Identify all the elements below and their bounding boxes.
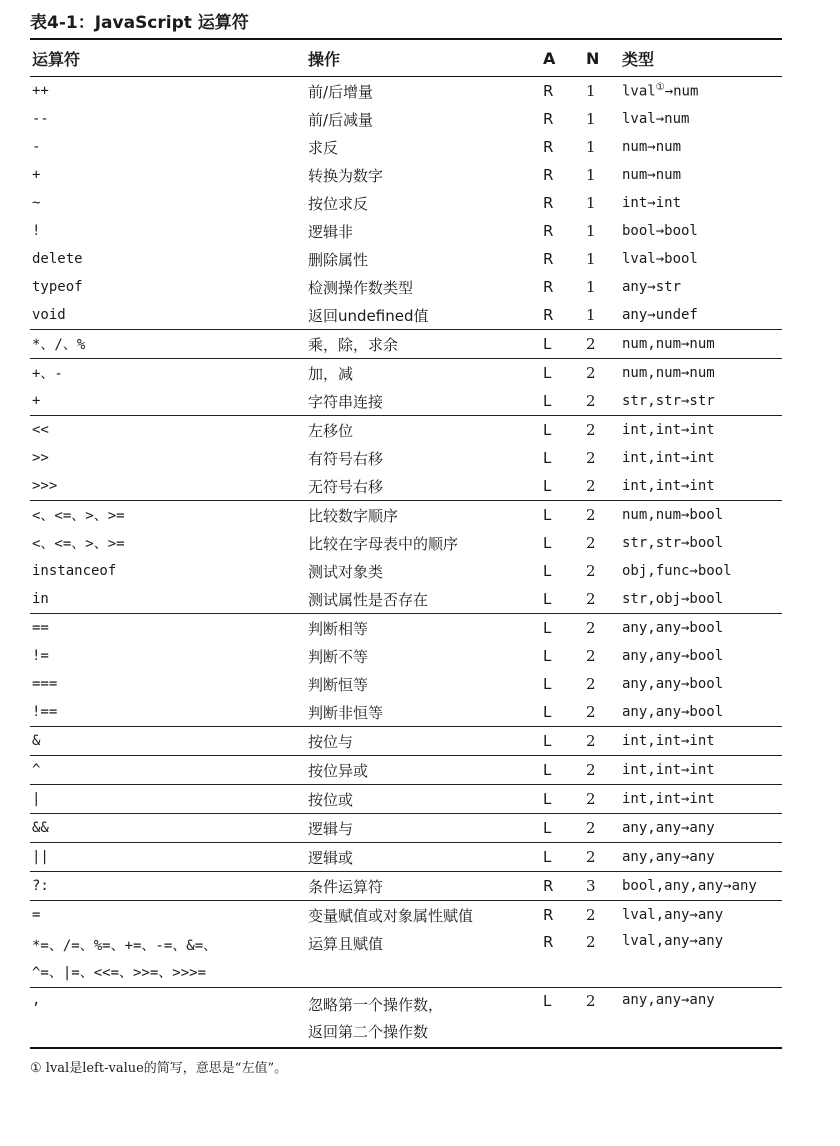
type-text: any,any→any [622,820,715,836]
table-row [30,642,782,670]
type-text: any,any→bool [622,648,724,664]
table-row [30,273,782,301]
operand-count-cell: 2 [586,819,596,837]
table-bottom-rule [30,1047,782,1049]
associativity-cell: L [543,619,552,637]
associativity-cell: L [543,790,552,808]
type-cell [622,620,782,636]
operator-cell: ?: [32,878,49,894]
type-cell [622,279,782,295]
operators-table [30,38,782,1076]
operation-cell: 字符串连接 [308,392,384,411]
type-text: lval,any→any [622,933,724,949]
associativity-cell: L [543,590,552,608]
operation-line: 忽略第一个操作数， [308,996,444,1014]
type-cell [622,791,782,807]
associativity-cell: L [543,675,552,693]
operator-cell: >> [32,450,49,466]
operator-cell: && [32,820,49,836]
operator-line: *=、/=、%=、+=、-=、&=、 [32,938,218,954]
operator-cell: delete [32,251,83,267]
table-row [30,387,782,415]
table-row [30,726,782,755]
type-text: num,num→num [622,336,715,352]
type-cell [622,591,782,607]
operator-cell: <、<=、>、>= [32,508,125,524]
table-row [30,217,782,245]
operator-cell: != [32,648,49,664]
table-row [30,77,782,105]
table-header [30,40,782,77]
operation-cell: 无符号右移 [308,477,384,496]
associativity-cell: R [543,306,554,324]
type-text: any→undef [622,307,698,323]
type-cell [622,535,782,551]
operator-cell: -- [32,111,49,127]
operand-count-cell: 3 [586,877,596,895]
type-text: int,int→int [622,450,715,466]
type-text: any,any→bool [622,676,724,692]
table-body [30,77,782,1045]
operand-count-cell: 2 [586,933,596,951]
operator-cell: ^ [32,762,41,778]
operand-count-cell: 1 [586,194,596,212]
operation-cell: 左移位 [308,421,354,440]
operand-count-cell: 1 [586,166,596,184]
table-row [30,358,782,387]
operation-cell: 运算且赋值 [308,935,384,953]
table-row [30,245,782,273]
type-cell [622,422,782,438]
header-type: 类型 [622,49,655,69]
associativity-cell: L [543,506,552,524]
operand-count-cell: 2 [586,392,596,410]
operator-cell: >>> [32,478,58,494]
operation-cell [308,992,543,1046]
table-row [30,670,782,698]
type-cell [622,676,782,692]
operation-cell: 逻辑非 [308,222,354,241]
table-row [30,161,782,189]
operand-count-cell: 1 [586,110,596,128]
operand-count-cell: 2 [586,761,596,779]
table-row [30,755,782,784]
type-cell [622,82,782,100]
associativity-cell: L [543,819,552,837]
associativity-cell: R [543,278,554,296]
operand-count-cell: 2 [586,477,596,495]
header-operation: 操作 [308,49,341,69]
operand-count-cell: 2 [586,534,596,552]
type-text: any,any→bool [622,620,724,636]
operation-cell: 删除属性 [308,250,369,269]
operand-count-cell: 2 [586,506,596,524]
operand-count-cell: 2 [586,992,596,1010]
footnote: ① lval是left-value的简写，意思是“左值”。 [30,1061,288,1076]
type-cell [622,223,782,239]
operation-cell: 加，减 [308,364,354,383]
operator-cell: *、/、% [32,337,86,353]
type-text: lval→num [622,111,690,127]
operand-count-cell: 2 [586,590,596,608]
operator-cell: !== [32,704,58,720]
table-title: 表4-1：JavaScript 运算符 [30,13,249,33]
operator-cell: - [32,139,41,155]
operation-cell: 比较数字顺序 [308,506,399,525]
type-cell [622,365,782,381]
type-text: num→num [622,167,682,183]
operator-cell: <、<=、>、>= [32,536,125,552]
operator-cell: +、- [32,366,63,382]
associativity-cell: L [543,732,552,750]
operator-cell: | [32,791,41,807]
associativity-cell: L [543,703,552,721]
associativity-cell: R [543,222,554,240]
operator-cell: = [32,907,41,923]
associativity-cell: L [543,335,552,353]
type-text: str,obj→bool [622,591,724,607]
operator-line: ^=、|=、<<=、>>=、>>>= [32,965,207,981]
table-row [30,500,782,529]
operation-cell: 前/后增量 [308,82,374,101]
type-cell [622,393,782,409]
type-text: num,num→num [622,365,715,381]
operation-cell: 判断恒等 [308,675,369,694]
operator-cell: instanceof [32,563,117,579]
operation-cell: 变量赋值或对象属性赋值 [308,906,474,925]
table-row [30,784,782,813]
type-cell [622,507,782,523]
operation-cell: 转换为数字 [308,166,384,185]
type-cell [622,336,782,352]
operation-cell: 求反 [308,138,339,157]
operation-cell: 检测操作数类型 [308,278,414,297]
operator-cell: ! [32,223,41,239]
operator-cell: + [32,393,41,409]
operator-cell: === [32,676,58,692]
type-text: obj,func→bool [622,563,732,579]
associativity-cell: L [543,364,552,382]
table-row [30,900,782,929]
operator-cell: in [32,591,49,607]
operation-cell: 测试属性是否存在 [308,590,429,609]
table-row [30,698,782,726]
table-row [30,133,782,161]
table-row [30,529,782,557]
operand-count-cell: 2 [586,906,596,924]
table-row [30,472,782,500]
header-operand-count: N [586,48,600,68]
associativity-cell: L [543,848,552,866]
table-row [30,105,782,133]
type-text: lval [622,83,656,100]
operation-cell: 比较在字母表中的顺序 [308,534,459,553]
type-text: str,str→bool [622,535,724,551]
operator-cell: , [32,992,41,1008]
type-text: num,num→bool [622,507,724,523]
operation-line: 返回第二个操作数 [308,1023,429,1041]
operation-cell: 按位异或 [308,761,369,780]
type-cell [622,648,782,664]
associativity-cell: L [543,477,552,495]
type-text: int,int→int [622,422,715,438]
type-text: int,int→int [622,762,715,778]
associativity-cell: R [543,250,554,268]
table-row [30,842,782,871]
type-text: int,int→int [622,733,715,749]
associativity-cell: R [543,166,554,184]
table-row [30,189,782,217]
type-text: any,any→bool [622,704,724,720]
type-cell [622,820,782,836]
type-cell [622,307,782,323]
operator-cell: typeof [32,279,83,295]
type-cell [622,195,782,211]
associativity-cell: R [543,110,554,128]
operation-cell: 乘，除，求余 [308,335,399,354]
operand-count-cell: 2 [586,790,596,808]
type-cell [622,733,782,749]
operand-count-cell: 2 [586,619,596,637]
type-cell [622,704,782,720]
operand-count-cell: 2 [586,364,596,382]
operator-cell: ++ [32,83,49,99]
operand-count-cell: 2 [586,335,596,353]
operation-cell: 判断相等 [308,619,369,638]
table-row [30,929,782,987]
table-row [30,585,782,613]
associativity-cell: R [543,82,554,100]
type-cell [622,563,782,579]
associativity-cell: L [543,992,552,1010]
type-text: any→str [622,279,682,295]
type-text-tail: →num [664,83,699,100]
table-row [30,871,782,900]
operand-count-cell: 1 [586,250,596,268]
operation-cell: 判断非恒等 [308,703,384,722]
type-text: lval,any→any [622,907,724,923]
associativity-cell: R [543,138,554,156]
type-text: str,str→str [622,393,715,409]
associativity-cell: R [543,877,554,895]
operand-count-cell: 2 [586,675,596,693]
type-text: int,int→int [622,478,715,494]
operator-cell: + [32,167,41,183]
table-row [30,444,782,472]
associativity-cell: R [543,906,554,924]
operator-cell: || [32,849,49,865]
table-row [30,415,782,444]
operator-cell [30,933,308,987]
type-cell [622,478,782,494]
table-row [30,613,782,642]
operation-cell: 逻辑或 [308,848,354,867]
type-text: bool→bool [622,223,698,239]
operand-count-cell: 2 [586,421,596,439]
associativity-cell: L [543,562,552,580]
operation-cell: 逻辑与 [308,819,354,838]
associativity-cell: L [543,392,552,410]
operand-count-cell: 2 [586,848,596,866]
operand-count-cell: 1 [586,278,596,296]
footnote-marker: ① [655,82,665,94]
type-cell [622,167,782,183]
associativity-cell: R [543,933,554,951]
operator-cell: void [32,307,66,323]
operation-cell: 按位与 [308,732,354,751]
table-row [30,987,782,1045]
operand-count-cell: 2 [586,647,596,665]
operator-cell: << [32,422,49,438]
operator-cell: ~ [32,195,41,211]
associativity-cell: R [543,194,554,212]
table-row [30,329,782,358]
header-operator: 运算符 [32,49,81,69]
operation-cell: 按位或 [308,790,354,809]
header-associativity: A [543,48,556,68]
type-cell [622,907,782,923]
operand-count-cell: 2 [586,703,596,721]
type-cell [622,992,782,1008]
type-text: bool,any,any→any [622,878,757,894]
operand-count-cell: 1 [586,306,596,324]
operand-count-cell: 1 [586,222,596,240]
operator-cell: == [32,620,49,636]
type-cell [622,111,782,127]
type-cell [622,849,782,865]
associativity-cell: L [543,761,552,779]
operation-cell: 按位求反 [308,194,369,213]
table-row [30,813,782,842]
operand-count-cell: 1 [586,82,596,100]
associativity-cell: L [543,449,552,467]
operand-count-cell: 2 [586,449,596,467]
operation-cell: 测试对象类 [308,562,384,581]
type-cell [622,878,782,894]
operand-count-cell: 1 [586,138,596,156]
type-text: lval→bool [622,251,698,267]
type-text: any,any→any [622,992,715,1008]
table-row [30,301,782,329]
type-cell [622,762,782,778]
operation-cell: 条件运算符 [308,877,384,896]
type-cell [622,450,782,466]
associativity-cell: L [543,421,552,439]
operator-cell: & [32,733,41,749]
associativity-cell: L [543,647,552,665]
type-cell [622,139,782,155]
type-cell [622,251,782,267]
operand-count-cell: 2 [586,562,596,580]
type-text: int,int→int [622,791,715,807]
operand-count-cell: 2 [586,732,596,750]
operation-cell: 返回undefined值 [308,306,429,325]
type-text: num→num [622,139,682,155]
type-cell [622,933,782,949]
operation-cell: 有符号右移 [308,449,384,468]
associativity-cell: L [543,534,552,552]
type-text: int→int [622,195,682,211]
table-row [30,557,782,585]
operation-cell: 前/后减量 [308,110,374,129]
type-text: any,any→any [622,849,715,865]
operation-cell: 判断不等 [308,647,369,666]
